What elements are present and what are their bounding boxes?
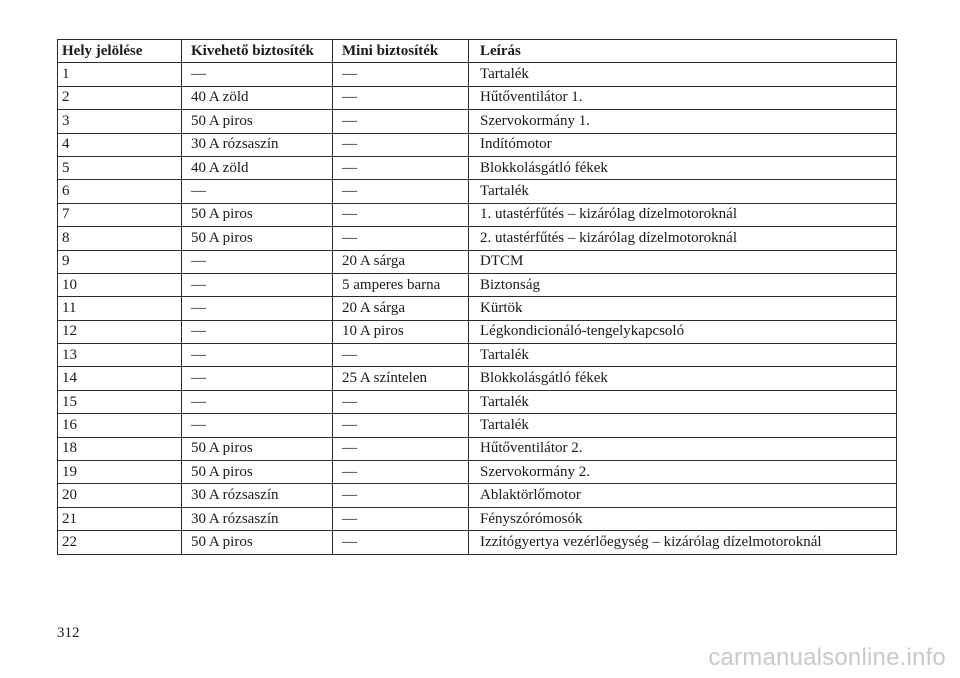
header-mini-fuse: Mini biztosíték (333, 40, 469, 63)
cell-description: Hűtőventilátor 1. (469, 86, 897, 109)
cell-mini-fuse: — (333, 86, 469, 109)
page-number: 312 (57, 625, 80, 641)
cell-removable-fuse: — (182, 250, 333, 273)
cell-removable-fuse: — (182, 180, 333, 203)
table-row (58, 344, 897, 367)
cell-description: Indítómotor (469, 133, 897, 156)
cell-removable-fuse: 50 A piros (182, 227, 333, 250)
cell-location: 11 (58, 297, 182, 320)
cell-mini-fuse: 20 A sárga (333, 297, 469, 320)
table-row (58, 156, 897, 179)
cell-description: Blokkolásgátló fékek (469, 156, 897, 179)
cell-removable-fuse: 30 A rózsaszín (182, 133, 333, 156)
cell-description: Légkondicionáló-tengelykapcsoló (469, 320, 897, 343)
cell-removable-fuse: — (182, 344, 333, 367)
cell-removable-fuse: — (182, 390, 333, 413)
cell-mini-fuse: — (333, 63, 469, 86)
cell-location: 12 (58, 320, 182, 343)
cell-mini-fuse: — (333, 110, 469, 133)
cell-removable-fuse: — (182, 63, 333, 86)
table-row (58, 437, 897, 460)
cell-removable-fuse: — (182, 273, 333, 296)
table-row (58, 531, 897, 554)
table-row (58, 461, 897, 484)
cell-mini-fuse: — (333, 203, 469, 226)
cell-mini-fuse: — (333, 156, 469, 179)
table-row (58, 133, 897, 156)
cell-mini-fuse: — (333, 531, 469, 554)
cell-location: 19 (58, 461, 182, 484)
cell-location: 16 (58, 414, 182, 437)
cell-description: Ablaktörlőmotor (469, 484, 897, 507)
cell-location: 22 (58, 531, 182, 554)
cell-removable-fuse: 40 A zöld (182, 86, 333, 109)
table-row (58, 110, 897, 133)
cell-removable-fuse: 50 A piros (182, 203, 333, 226)
table-row (58, 63, 897, 86)
cell-description: Izzítógyertya vezérlőegység – kizárólag dízelmotoroknál (469, 531, 897, 554)
cell-description: DTCM (469, 250, 897, 273)
cell-location: 5 (58, 156, 182, 179)
table-body (58, 63, 897, 554)
cell-description: Tartalék (469, 180, 897, 203)
cell-location: 10 (58, 273, 182, 296)
cell-location: 14 (58, 367, 182, 390)
cell-mini-fuse: — (333, 390, 469, 413)
cell-mini-fuse: — (333, 414, 469, 437)
cell-mini-fuse: — (333, 344, 469, 367)
header-location: Hely jelölése (58, 40, 182, 63)
cell-location: 15 (58, 390, 182, 413)
table-row (58, 414, 897, 437)
table-row (58, 507, 897, 530)
cell-description: Szervokormány 2. (469, 461, 897, 484)
cell-removable-fuse: — (182, 367, 333, 390)
cell-removable-fuse: — (182, 297, 333, 320)
table-row (58, 86, 897, 109)
table-row (58, 484, 897, 507)
cell-mini-fuse: 25 A színtelen (333, 367, 469, 390)
cell-location: 6 (58, 180, 182, 203)
table-row (58, 320, 897, 343)
cell-location: 18 (58, 437, 182, 460)
cell-mini-fuse: — (333, 133, 469, 156)
table-header-row (58, 40, 897, 63)
cell-removable-fuse: 50 A piros (182, 437, 333, 460)
cell-mini-fuse: — (333, 227, 469, 250)
cell-removable-fuse: 40 A zöld (182, 156, 333, 179)
cell-description: Tartalék (469, 414, 897, 437)
cell-removable-fuse: 50 A piros (182, 110, 333, 133)
cell-description: Szervokormány 1. (469, 110, 897, 133)
cell-description: Blokkolásgátló fékek (469, 367, 897, 390)
fuse-table (57, 39, 897, 555)
cell-location: 13 (58, 344, 182, 367)
cell-mini-fuse: 20 A sárga (333, 250, 469, 273)
header-description: Leírás (469, 40, 897, 63)
watermark: carmanualsonline.info (708, 644, 946, 671)
cell-mini-fuse: — (333, 461, 469, 484)
table-row (58, 390, 897, 413)
cell-removable-fuse: 50 A piros (182, 461, 333, 484)
cell-location: 3 (58, 110, 182, 133)
cell-location: 1 (58, 63, 182, 86)
cell-description: 2. utastérfűtés – kizárólag dízelmotoroknál (469, 227, 897, 250)
cell-mini-fuse: — (333, 484, 469, 507)
table-row (58, 250, 897, 273)
cell-location: 2 (58, 86, 182, 109)
cell-location: 20 (58, 484, 182, 507)
table-row (58, 203, 897, 226)
table-row (58, 227, 897, 250)
cell-removable-fuse: — (182, 414, 333, 437)
cell-removable-fuse: — (182, 320, 333, 343)
cell-description: Hűtőventilátor 2. (469, 437, 897, 460)
table-row (58, 273, 897, 296)
cell-description: Biztonság (469, 273, 897, 296)
cell-location: 8 (58, 227, 182, 250)
cell-description: Tartalék (469, 390, 897, 413)
table-row (58, 297, 897, 320)
cell-removable-fuse: 50 A piros (182, 531, 333, 554)
cell-description: Tartalék (469, 63, 897, 86)
cell-description: 1. utastérfűtés – kizárólag dízelmotoroknál (469, 203, 897, 226)
cell-removable-fuse: 30 A rózsaszín (182, 484, 333, 507)
cell-location: 9 (58, 250, 182, 273)
cell-removable-fuse: 30 A rózsaszín (182, 507, 333, 530)
header-removable-fuse: Kivehető biztosíték (182, 40, 333, 63)
cell-mini-fuse: 10 A piros (333, 320, 469, 343)
table-row (58, 180, 897, 203)
cell-description: Fényszórómosók (469, 507, 897, 530)
cell-location: 4 (58, 133, 182, 156)
cell-location: 7 (58, 203, 182, 226)
cell-mini-fuse: — (333, 437, 469, 460)
cell-mini-fuse: 5 amperes barna (333, 273, 469, 296)
cell-mini-fuse: — (333, 507, 469, 530)
cell-description: Kürtök (469, 297, 897, 320)
cell-location: 21 (58, 507, 182, 530)
cell-mini-fuse: — (333, 180, 469, 203)
table-row (58, 367, 897, 390)
cell-description: Tartalék (469, 344, 897, 367)
